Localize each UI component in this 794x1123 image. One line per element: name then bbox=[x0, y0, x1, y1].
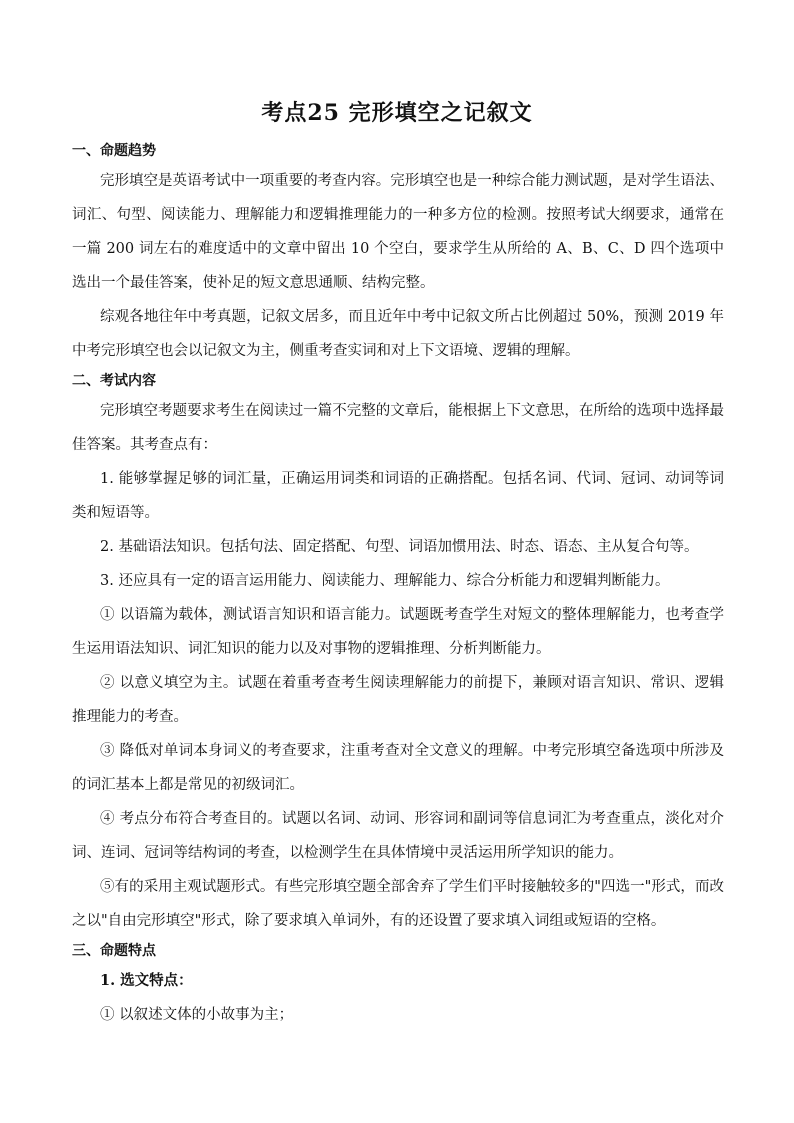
page-title: 考点25 完形填空之记叙文 bbox=[261, 100, 533, 126]
list-item: ⑤有的采用主观试题形式。有些完形填空题全部舍弃了学生们平时接触较多的"四选一"形式，而改之以"自由完形填空"形式，除了要求填入单词外，有的还设置了要求填入词组或短语的空格。 bbox=[72, 879, 724, 929]
list-item: ① 以叙述文体的小故事为主； bbox=[100, 1007, 294, 1023]
list-item: ② 以意义填空为主。试题在着重考查考生阅读理解能力的前提下，兼顾对语言知识、常识、逻辑推理能力的考查。 bbox=[72, 675, 724, 725]
paragraph: 完形填空考题要求考生在阅读过一篇不完整的文章后，能根据上下文意思，在所给的选项中选择最佳答案。其考查点有： bbox=[72, 403, 724, 453]
paragraph: 综观各地往年中考真题，记叙文居多，而且近年中考中记叙文所占比例超过 50%，预测 2019 年中考完形填空也会以记叙文为主，侧重考查实词和对上下文语境、逻辑的理解。 bbox=[72, 309, 724, 359]
list-item: ④ 考点分布符合考查目的。试题以名词、动词、形容词和副词等信息词汇为考查重点，淡化对介词、连词、冠词等结构词的考查，以检测学生在具体情境中灵活运用所学知识的能力。 bbox=[72, 811, 724, 861]
section-heading: 三、命题特点 bbox=[72, 943, 156, 959]
list-item: 1. 能够掌握足够的词汇量，正确运用词类和词语的正确搭配。包括名词、代词、冠词、动词等词类和短语等。 bbox=[72, 471, 724, 521]
section-heading: 一、命题趋势 bbox=[72, 143, 156, 159]
sub-heading: 1. 选文特点： bbox=[100, 972, 193, 989]
section-heading: 二、考试内容 bbox=[72, 373, 156, 389]
document-body bbox=[72, 138, 724, 1032]
paragraph: 完形填空是英语考试中一项重要的考查内容。完形填空也是一种综合能力测试题，是对学生语法、词汇、句型、阅读能力、理解能力和逻辑推理能力的一种多方位的检测。按照考试大纲要求，通常在一篇 200 词左右的难度适中的文章中留出 10 个空白，要求学生从所给的 A、B、C、D 四个选项中选出一个最佳答案，使补足的短文意思通顺、结构完整。 bbox=[72, 173, 724, 291]
list-item: 3. 还应具有一定的语言运用能力、阅读能力、理解能力、综合分析能力和逻辑判断能力。 bbox=[100, 573, 670, 589]
list-item: 2. 基础语法知识。包括句法、固定搭配、句型、词语加惯用法、时态、语态、主从复合句等。 bbox=[100, 539, 699, 555]
list-item: ① 以语篇为载体，测试语言知识和语言能力。试题既考查学生对短文的整体理解能力，也考查学生运用语法知识、词汇知识的能力以及对事物的逻辑推理、分析判断能力。 bbox=[72, 607, 724, 657]
list-item: ③ 降低对单词本身词义的考查要求，注重考查对全文意义的理解。中考完形填空备选项中所涉及的词汇基本上都是常见的初级词汇。 bbox=[72, 743, 724, 793]
